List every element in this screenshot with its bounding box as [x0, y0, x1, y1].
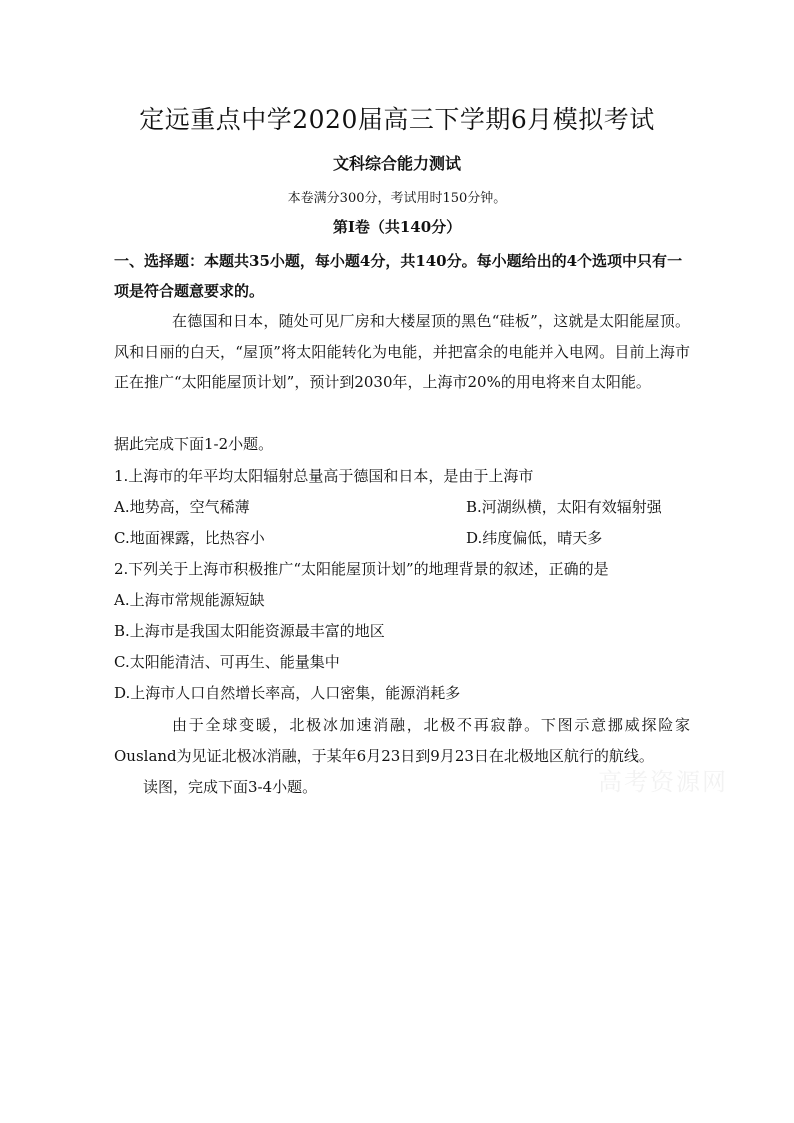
question-1-option-a: A.地势高，空气稀薄: [114, 498, 250, 516]
question-2-option-b: B.上海市是我国太阳能资源最丰富的地区: [114, 622, 385, 640]
question-1-stem: 1.上海市的年平均太阳辐射总量高于德国和日本，是由于上海市: [114, 467, 534, 485]
exam-subtitle: 文科综合能力测试: [332, 154, 461, 173]
section-heading: 一、选择题：本题共35小题，每小题4分，共140分。每小题给出的4个选项中只有一项是符合题意要求的。: [114, 252, 683, 300]
passage-solar-roof: 在德国和日本，随处可见厂房和大楼屋顶的黑色“硅板”，这就是太阳能屋顶。风和日丽的白天，“屋顶”将太阳能转化为电能，并把富余的电能并入电网。目前上海市正在推广“太阳能屋顶计划”，预计到2030年，上海市20%的用电将来自太阳能。: [114, 312, 690, 391]
question-2-option-d: D.上海市人口自然增长率高，人口密集，能源消耗多: [114, 684, 461, 702]
question-2-option-a: A.上海市常规能源短缺: [114, 591, 265, 609]
exam-note: 本卷满分300分，考试用时150分钟。: [287, 191, 507, 206]
watermark-logo: 高考资源网: [598, 768, 728, 796]
passage-instruction: 据此完成下面1-2小题。: [114, 435, 274, 453]
question-2-stem: 2.下列关于上海市积极推广“太阳能屋顶计划”的地理背景的叙述，正确的是: [114, 560, 609, 578]
volume-heading: 第I卷（共140分）: [332, 218, 462, 236]
question-1-option-b: B.河湖纵横，太阳有效辐射强: [466, 498, 662, 516]
question-1-option-c: C.地面裸露，比热容小: [114, 529, 265, 547]
question-1-option-d: D.纬度偏低，晴天多: [466, 529, 603, 547]
passage-arctic: 由于全球变暖，北极冰加速消融，北极不再寂静。下图示意挪威探险家Ousland为见证北极冰消融，于某年6月23日到9月23日在北极地区航行的航线。: [114, 716, 690, 765]
exam-title: 定远重点中学2020届高三下学期6月模拟考试: [139, 105, 655, 134]
passage-arctic-instruction: 读图，完成下面3-4小题。: [143, 778, 318, 796]
question-2-option-c: C.太阳能清洁、可再生、能量集中: [114, 653, 340, 671]
